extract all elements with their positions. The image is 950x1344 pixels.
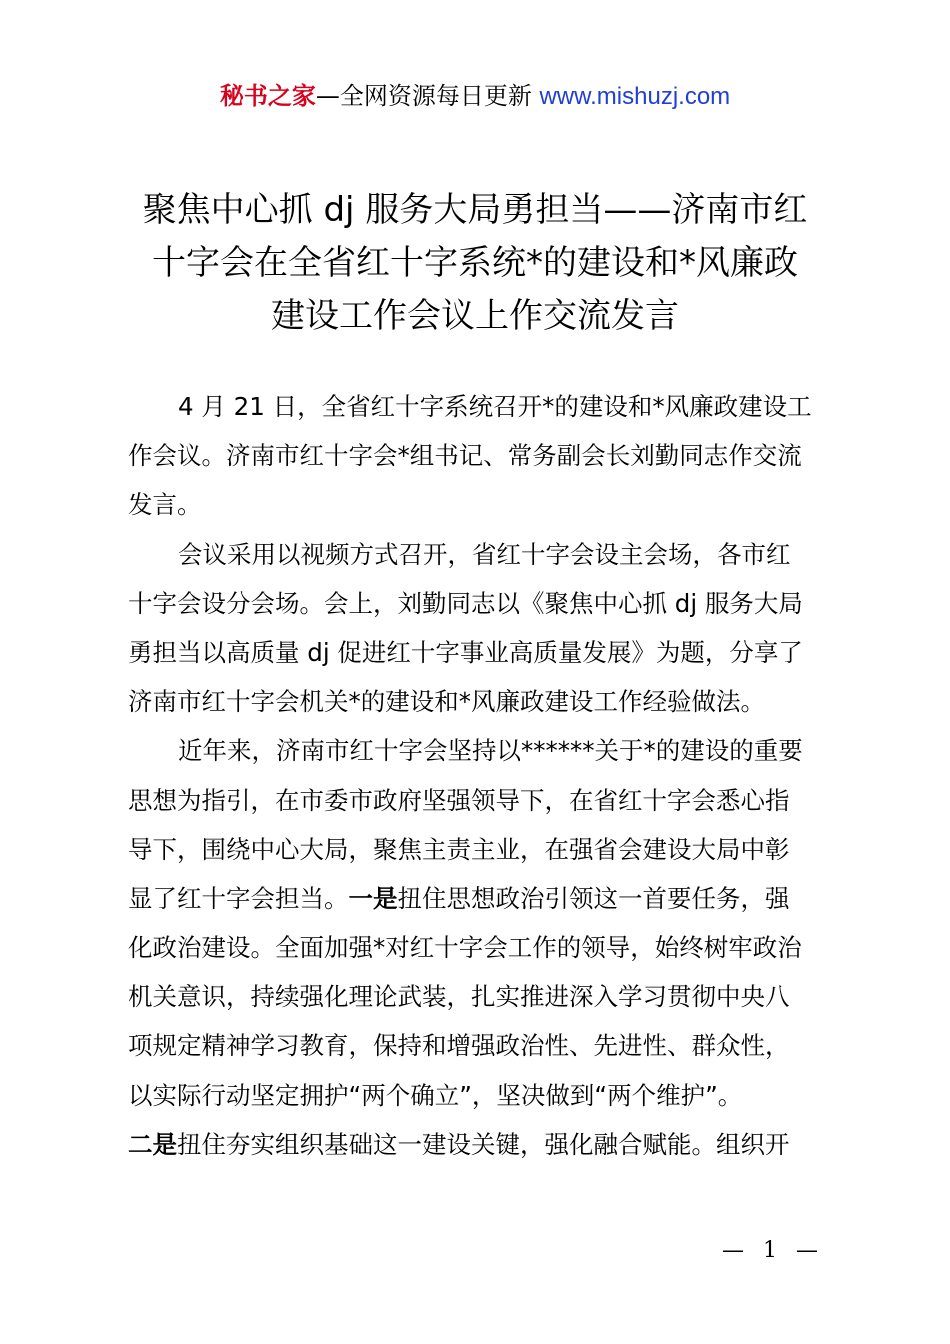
- paragraph-2-line: 济南市红十字会机关*的建设和*风廉政建设工作经验做法。: [128, 687, 765, 717]
- document-body: [128, 382, 838, 1169]
- paragraph-1-line: 发言。: [128, 490, 202, 520]
- paragraph-3-line: 项规定精神学习教育，保持和增强政治性、先进性、群众性，: [128, 1031, 790, 1061]
- text-run: 显了红十字会担当。: [128, 883, 349, 913]
- paragraph-3-line: [128, 1120, 838, 1169]
- site-header: [0, 80, 950, 113]
- title-line: 建设工作会议上作交流发言: [271, 296, 679, 336]
- paragraph-3-line: 机关意识，持续强化理论武装，扎实推进深入学习贯彻中央八: [128, 982, 790, 1012]
- paragraph-1-line: 作会议。济南市红十字会*组书记、常务副会长刘勤同志作交流: [128, 441, 802, 471]
- paragraph-2-line: 会议采用以视频方式召开，省红十字会设主会场，各市红: [178, 539, 791, 569]
- header-tagline: —全网资源每日更新: [315, 82, 532, 110]
- bold-marker-second: 二是: [128, 1129, 177, 1159]
- site-url-link[interactable]: www.mishuzj.com: [539, 83, 731, 110]
- text-run: 扭住夯实组织基础这一建设关键，强化融合赋能。组织开: [177, 1129, 790, 1159]
- paragraph-3-line: 化政治建设。全面加强*对红十字会工作的领导，始终树牢政治: [128, 933, 802, 963]
- paragraph-3-line: 导下，围绕中心大局，聚焦主责主业，在强省会建设大局中彰: [128, 834, 790, 864]
- text-run: 扭住思想政治引领这一首要任务，强: [397, 883, 790, 913]
- paragraph-2-line: 十字会设分会场。会上，刘勤同志以《聚焦中心抓 dj 服务大局: [128, 588, 803, 618]
- paragraph-1-line: 4 月 21 日，全省红十字系统召开*的建设和*风廉政建设工: [178, 392, 812, 421]
- page-number: — 1 —: [722, 1238, 824, 1263]
- title-line: 十字会在全省红十字系统*的建设和*风廉政: [152, 243, 798, 283]
- brand-name: 秘书之家: [219, 82, 316, 110]
- title-line: 聚焦中心抓 dj 服务大局勇担当——济南市红: [142, 190, 808, 230]
- paragraph-3-line: 以实际行动坚定拥护“两个确立”，坚决做到“两个维护”。: [128, 1080, 743, 1110]
- paragraph-3-line: 近年来，济南市红十字会坚持以******关于*的建设的重要: [178, 736, 803, 766]
- bold-marker-first: 一是: [348, 883, 398, 913]
- paragraph-3-line: [128, 874, 838, 923]
- paragraph-3-line: 思想为指引，在市委市政府坚强领导下，在省红十字会悉心指: [128, 785, 790, 815]
- paragraph-2-line: 勇担当以高质量 dj 促进红十字事业高质量发展》为题，分享了: [128, 637, 803, 667]
- document-title: [110, 184, 840, 343]
